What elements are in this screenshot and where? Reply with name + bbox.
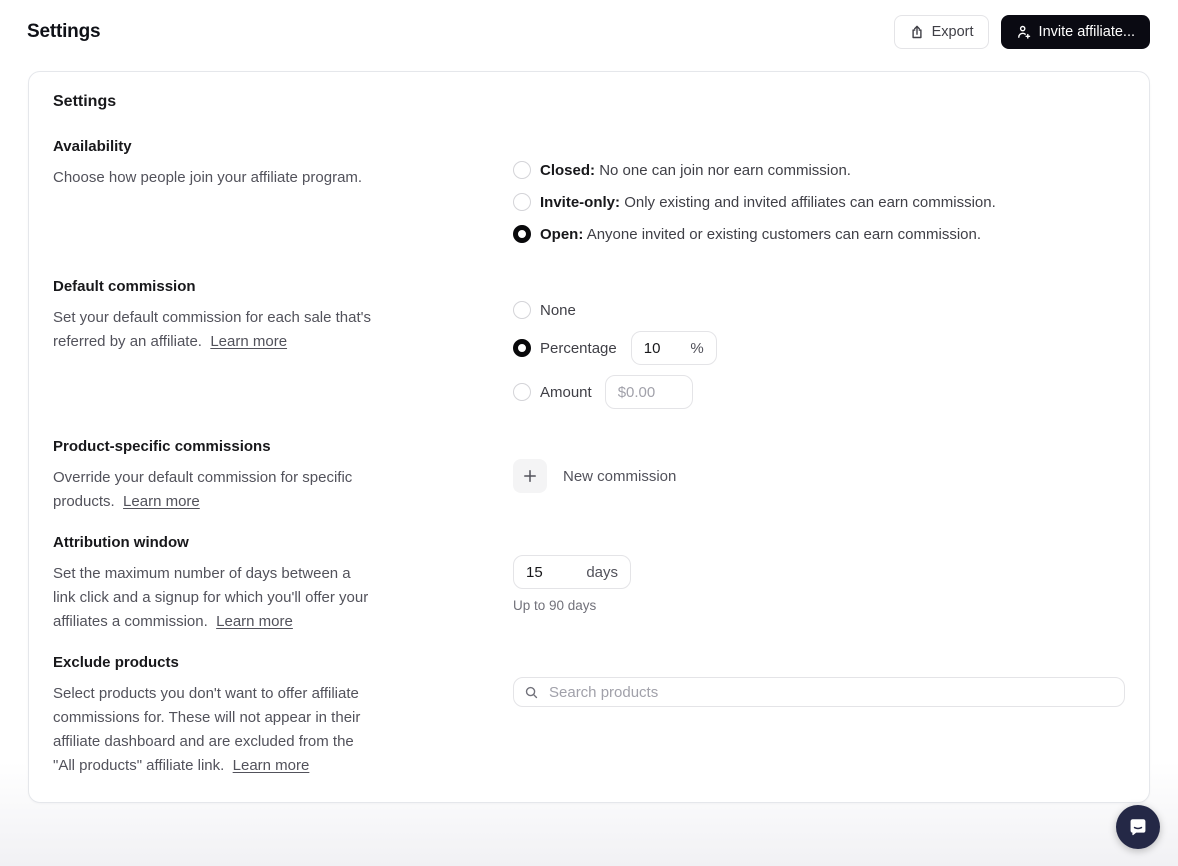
radio-button-percentage[interactable]	[513, 339, 531, 357]
radio-button-none[interactable]	[513, 301, 531, 319]
availability-option-invite-only-label: Invite-only: Only existing and invited affiliates can earn commission.	[540, 193, 996, 211]
invite-affiliate-button-label: Invite affiliate...	[1038, 23, 1135, 40]
availability-option-invite-only[interactable]	[513, 186, 1125, 218]
attribution-days-suffix: days	[586, 563, 618, 581]
percentage-suffix: %	[690, 339, 704, 357]
availability-description: Choose how people join your affiliate program.	[53, 169, 363, 186]
availability-option-closed[interactable]	[513, 154, 1125, 186]
availability-option-open-label: Open: Anyone invited or existing customers can earn commission.	[540, 225, 982, 243]
exclude-products-learn-more-link[interactable]: Learn more	[232, 757, 310, 774]
commission-option-percentage-label: Percentage	[540, 339, 617, 357]
settings-card	[28, 71, 1150, 803]
top-bar	[0, 0, 1178, 49]
radio-button-closed[interactable]	[513, 161, 531, 179]
default-commission-heading: Default commission	[53, 278, 196, 295]
radio-button-amount[interactable]	[513, 383, 531, 401]
attribution-window-helper: Up to 90 days	[513, 598, 597, 613]
exclude-products-heading: Exclude products	[53, 654, 179, 671]
top-bar-actions	[894, 15, 1150, 49]
exclude-products-content	[513, 652, 1125, 778]
section-availability	[53, 136, 1125, 250]
new-commission-button[interactable]	[513, 459, 547, 493]
commission-option-percentage	[513, 326, 1125, 370]
availability-option-closed-label: Closed: No one can join nor earn commission.	[540, 161, 851, 179]
product-commissions-left	[53, 436, 513, 514]
attribution-window-left	[53, 532, 513, 634]
chat-bubble-icon	[1127, 816, 1149, 838]
availability-heading: Availability	[53, 138, 132, 155]
percentage-input[interactable]	[644, 340, 682, 357]
new-commission-row	[513, 459, 1125, 493]
section-default-commission	[53, 276, 1125, 414]
product-commissions-heading: Product-specific commissions	[53, 438, 271, 455]
radio-button-open[interactable]	[513, 225, 531, 243]
commission-option-none[interactable]	[513, 294, 1125, 326]
default-commission-left	[53, 276, 513, 414]
search-products-box	[513, 677, 1125, 707]
attribution-days-input[interactable]	[526, 564, 586, 581]
invite-affiliate-button[interactable]	[1001, 15, 1150, 49]
default-commission-description: Set your default commission for each sale that's referred by an affiliate. Learn more	[53, 309, 372, 350]
amount-input[interactable]	[618, 384, 680, 401]
section-exclude-products	[53, 652, 1125, 778]
percentage-input-box	[631, 331, 717, 365]
export-icon	[909, 24, 925, 40]
attribution-days-input-box	[513, 555, 631, 589]
product-commissions-description: Override your default commission for specific products. Learn more	[53, 469, 353, 510]
section-product-commissions	[53, 436, 1125, 514]
availability-option-open[interactable]	[513, 218, 1125, 250]
availability-options	[513, 136, 1125, 250]
attribution-window-description: Set the maximum number of days between a link click and a signup for which you'll offer your affiliates a commission. Learn more	[53, 565, 369, 630]
commission-option-amount-label: Amount	[540, 383, 592, 401]
export-button[interactable]	[894, 15, 989, 49]
attribution-window-content	[513, 532, 1125, 634]
exclude-products-left	[53, 652, 513, 778]
page-title: Settings	[27, 21, 101, 42]
new-commission-label: New commission	[563, 467, 677, 485]
plus-icon	[522, 468, 538, 484]
card-title: Settings	[53, 93, 117, 110]
search-products-input[interactable]	[547, 683, 1114, 702]
attribution-window-heading: Attribution window	[53, 534, 189, 551]
attribution-window-learn-more-link[interactable]: Learn more	[216, 613, 293, 630]
availability-left	[53, 136, 513, 250]
export-button-label: Export	[931, 23, 974, 40]
commission-option-amount	[513, 370, 1125, 414]
section-attribution-window	[53, 532, 1125, 634]
default-commission-options	[513, 276, 1125, 414]
amount-input-box	[605, 375, 693, 409]
chat-launcher-button[interactable]	[1116, 805, 1160, 849]
exclude-products-description: Select products you don't want to offer affiliate commissions for. These will not appear in their affiliate dashboard and are excluded from the "All products" affiliate link. Learn more	[53, 685, 361, 774]
commission-option-none-label: None	[540, 301, 576, 319]
user-plus-icon	[1016, 24, 1032, 40]
search-icon	[524, 685, 539, 700]
default-commission-learn-more-link[interactable]: Learn more	[210, 333, 288, 350]
product-commissions-content	[513, 436, 1125, 514]
product-commissions-learn-more-link[interactable]: Learn more	[123, 493, 200, 510]
radio-button-invite-only[interactable]	[513, 193, 531, 211]
